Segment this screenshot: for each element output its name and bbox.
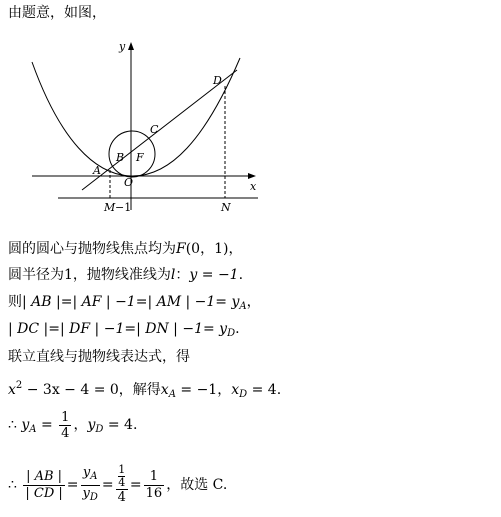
line7-fraction xyxy=(59,410,71,441)
line8-inner-den: 4 xyxy=(118,476,126,489)
line7-den: 4 xyxy=(61,425,70,441)
line8-f4-den: 16 xyxy=(145,485,163,501)
line8-tail: ，故选 C. xyxy=(166,477,228,493)
line8-eq2: = xyxy=(101,477,114,493)
text-line-2 xyxy=(8,266,243,284)
line8-frac-ya-yd xyxy=(81,465,100,506)
line3-end: ， xyxy=(246,294,261,310)
label-F: F xyxy=(136,151,144,164)
text-line-1 xyxy=(8,240,242,258)
line6-x: x xyxy=(8,382,16,398)
text-line-7 xyxy=(8,408,137,447)
line6-xA-val: = −1 xyxy=(175,382,218,398)
line6-rest: − 3x − 4 = 0 xyxy=(22,382,119,398)
line8-f2-den-sub: D xyxy=(89,491,98,503)
line6-xA-sub: A xyxy=(168,389,176,400)
text-line-4 xyxy=(8,320,240,343)
line6-xD-val: = 4 xyxy=(247,382,277,398)
line8-f2-num-y: y xyxy=(82,464,91,480)
line1-end: ， xyxy=(228,241,243,257)
line8-eq3: = xyxy=(129,477,142,493)
label-minus-one: −1 xyxy=(115,201,132,214)
line7-end: . xyxy=(132,417,138,433)
line8-f2-den xyxy=(81,485,100,506)
label-A: A xyxy=(93,164,101,177)
line4-expr: | DC |=| DF | −1=| DN | −1= y xyxy=(8,321,228,337)
text-line-6 xyxy=(8,377,281,404)
line6-xD: x xyxy=(231,382,240,398)
label-O: O xyxy=(124,176,134,189)
label-C: C xyxy=(150,123,159,136)
line7-yD-sub: D xyxy=(95,424,104,435)
line8-f2-den-y: y xyxy=(82,485,90,501)
label-x: x xyxy=(250,180,257,193)
line8-frac-ab-cd xyxy=(23,469,64,502)
line1-F: F xyxy=(176,241,186,257)
text-line-8 xyxy=(8,455,227,515)
line8-inner-frac xyxy=(118,464,125,489)
line8-frac-nested xyxy=(116,464,128,506)
line8-f1-den: | CD | xyxy=(25,485,63,501)
line4-sub: D xyxy=(227,328,236,339)
line2-text: 圆半径为1，抛物线准线为 xyxy=(8,267,171,283)
label-N: N xyxy=(221,201,231,214)
line8-f4-num: 1 xyxy=(149,468,159,484)
line3-prefix: 则 xyxy=(8,294,22,310)
line8-inner-num: 1 xyxy=(118,463,126,476)
line1-text: 圆的圆心与抛物线焦点均为 xyxy=(8,241,176,257)
line2-end: . xyxy=(238,267,244,283)
line6-sep: ， xyxy=(217,382,232,398)
line3-expr: | AB |=| AF | −1=| AM | −1= y xyxy=(22,294,240,310)
y-axis-arrow xyxy=(128,42,134,50)
line7-num: 1 xyxy=(61,409,70,425)
line8-f2-num-sub: A xyxy=(90,470,98,482)
line8-frac-result xyxy=(144,469,165,502)
line8-f3-den: 4 xyxy=(117,490,126,505)
line3-sub: A xyxy=(239,301,247,312)
line7-sep: ， xyxy=(73,417,88,433)
line8-f2-num xyxy=(81,465,100,485)
line6-xA: x xyxy=(160,382,169,398)
line5-text: 联立直线与抛物线表达式，得 xyxy=(8,349,190,365)
line1-coords: (0，1) xyxy=(185,241,229,257)
line7-yA-sub: A xyxy=(29,424,37,435)
line7-eq: = xyxy=(36,417,58,433)
line6-solve: ，解得 xyxy=(118,382,161,398)
label-M: M xyxy=(104,201,116,214)
line6-xD-sub: D xyxy=(239,389,248,400)
line2-colon: ： xyxy=(175,267,190,283)
figure xyxy=(0,30,501,250)
line8-therefore: ∴ xyxy=(8,477,17,493)
intro-line: 由题意，如图， xyxy=(8,5,106,21)
line8-f1-num: | AB | xyxy=(26,468,63,484)
line7-yD: y xyxy=(87,417,96,433)
label-B: B xyxy=(116,151,125,164)
line6-end: . xyxy=(276,382,282,398)
label-y: y xyxy=(119,40,126,53)
text-line-5 xyxy=(8,348,190,366)
text-line-3 xyxy=(8,293,261,316)
x-axis-arrow xyxy=(248,173,256,179)
line8-eq1: = xyxy=(66,477,79,493)
label-D: D xyxy=(213,74,222,87)
line6-sup: 2 xyxy=(15,380,23,391)
line4-end: . xyxy=(235,321,240,337)
line2-eq: y = −1 xyxy=(189,267,239,283)
line7-therefore: ∴ xyxy=(8,417,17,433)
line2-l: l xyxy=(170,267,176,283)
chord-line xyxy=(82,70,237,190)
line8-f3-num xyxy=(116,464,128,489)
line7-yA: y xyxy=(21,417,30,433)
line7-yD-val: = 4 xyxy=(103,417,133,433)
